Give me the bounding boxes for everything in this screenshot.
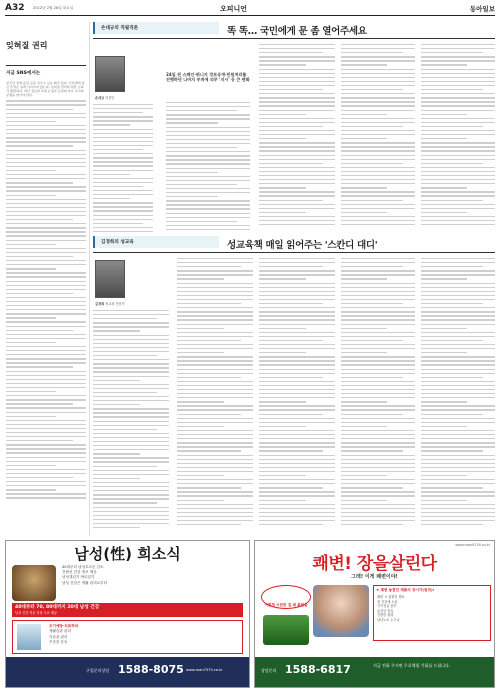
left-column-byline: 지금 SNS에서는 [6, 71, 41, 76]
author-photo [95, 56, 125, 92]
header-date: 2012년 2월 28일 화요일 [33, 6, 74, 10]
ad2-feature: 장 건강에 도움 [377, 599, 398, 604]
ad-constipation[interactable] [254, 540, 495, 688]
column2-author-desc: 성교육 전문가 [105, 302, 125, 306]
ad1-benefit: 남성 건강은 생활 관리로부터 [62, 580, 108, 585]
ad2-subheadline: 그래! 이게 쾌변이야! [351, 574, 398, 580]
ad1-website[interactable]: www.man7575.co.kr [186, 668, 223, 672]
ad2-features-box [373, 585, 491, 641]
ad1-benefit: 남성갱년기 바로알기 [62, 575, 95, 580]
ad2-bubble [261, 585, 311, 609]
ad2-feature: 식이섬유 풍부 [377, 604, 397, 609]
page-number: A32 [5, 3, 25, 13]
ad2-product-image [263, 615, 309, 645]
left-column-body [6, 100, 86, 500]
ad1-box-line: 꾸준한 운동 [49, 640, 68, 645]
column2-headline: 성교육책 매일 읽어주는 '스칸디 대디' [227, 240, 378, 251]
ad1-highlight: 40대부터 70, 80대까지 20대 남성 건강 [15, 605, 100, 610]
column1-author-desc: 언론인 [105, 96, 115, 100]
ad2-feature: 유산균 함유 [377, 608, 394, 613]
ad1-box-image [17, 624, 41, 650]
ad1-box [12, 620, 243, 654]
ad1-headline: 남성(性) 희소식 [74, 545, 181, 563]
column1-author [95, 95, 155, 100]
column1-subintro: 24일 전 스페인·튀니지 정보공개·민원처리를 진행하던 나머지 부처에 의무 '지시' 등 큰 변화 [166, 72, 250, 83]
ad1-benefit: 전립선 건강 정보 제공 [62, 570, 97, 575]
column2 [93, 236, 495, 536]
author-photo [95, 260, 125, 298]
ad1-box-line: 조기예방·치료하라 [49, 624, 79, 628]
ad2-footer [255, 657, 494, 687]
column1-label: 손대규의 직필직론 [93, 22, 219, 34]
ad1-phone[interactable]: 1588-8075 [118, 663, 184, 676]
ad1-phone-label: 구입문의상담 [86, 668, 110, 673]
column2-author [95, 301, 155, 306]
column2-label: 김경희의 성교육 [93, 236, 219, 248]
ad1-box-line: 식습관 관리 [49, 634, 68, 639]
ad2-feature: 남녀노소 누구나 [377, 617, 400, 622]
ad1-image [12, 565, 56, 601]
ad-men-health[interactable] [5, 540, 250, 688]
left-column-title: 잊혀질 권리 [6, 41, 48, 50]
ad2-offer: 지금 전화 주시면 무료체험 기회를 드립니다. [373, 663, 451, 668]
paper-logo: 동아일보 [469, 5, 495, 13]
column1 [93, 22, 495, 232]
page-header [5, 3, 495, 16]
ad2-phone[interactable]: 1588-6817 [285, 663, 351, 676]
ad2-website[interactable]: www.man9116.co.kr [455, 543, 490, 547]
ad2-feature: 배변 시 불편감 해소 [377, 595, 405, 599]
column-divider [89, 22, 90, 536]
ad1-highlight-sub: 남성 건강 전문 상담 무료 제공 [15, 611, 58, 615]
ad2-phone-label: 상담문의 [261, 668, 277, 673]
ad2-feature: 간편한 섭취 [377, 613, 394, 618]
section-title: 오피니언 [220, 5, 248, 13]
ad1-box-line: 생활습관 관리 [49, 629, 71, 634]
left-column-lead: 일주일 전에 올린 글을 지우고 싶을 때가 있다. 인터넷에 남긴 흔적은 쉽게 사라지지 않는다. 잊혀질 권리에 대한 논의가 활발하다. 개인 정보의 삭제 요청과 표현의 자유 사이의 균형을 찾아야 한다. [6, 81, 85, 98]
ad2-person-image [313, 585, 369, 637]
column1-author-name: 손대규 [95, 96, 105, 100]
column1-headline: 똑 똑… 국민에게 문 좀 열어주세요 [227, 26, 367, 37]
ad2-speech-bubble: 이렇게 시원한 걸 왜 몰랐을 [264, 603, 308, 607]
ad1-footer [6, 657, 249, 687]
ad1-highlight-bar [12, 603, 243, 617]
ad1-benefit: 40대부터 남성호르몬 감소 [62, 565, 104, 569]
ad2-headline: 쾌변! 장을살린다 [312, 554, 437, 574]
ad1-benefits [62, 565, 242, 586]
column2-author-name: 김경희 [95, 302, 105, 306]
left-column [6, 22, 86, 536]
ad2-features-title: ★ 쾌변 놓쳤던 제품의 장시가(원칙)! [376, 588, 435, 592]
